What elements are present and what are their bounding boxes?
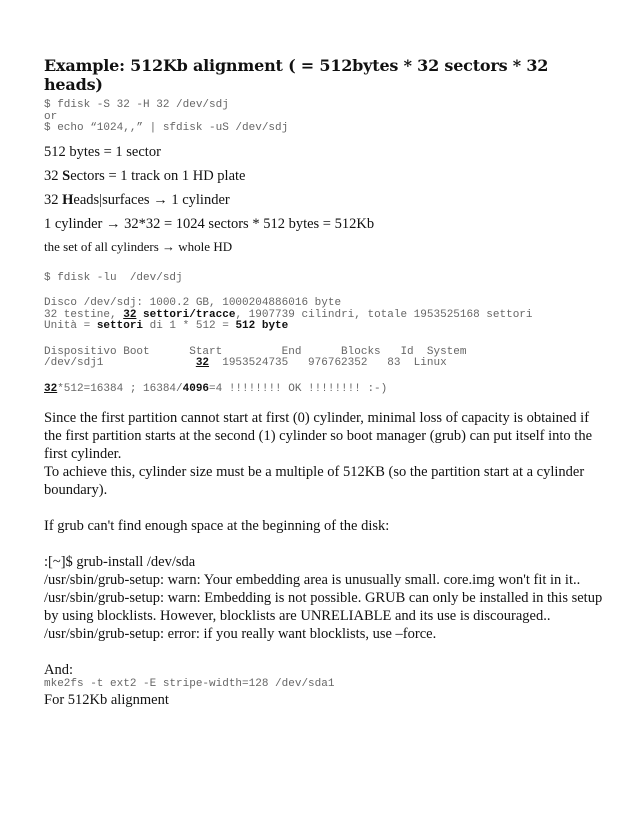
disk-info-line3: Unità = settori di 1 * 512 = 512 byte — [44, 320, 289, 332]
partition-table-row: /dev/sdj1 32 1953524735 976762352 83 Linux — [44, 357, 447, 369]
grub-intro-paragraph: If grub can't find enough space at the beginning of the disk: — [44, 518, 390, 534]
partition-table-header: Dispositivo Boot Start End Blocks Id System — [44, 345, 467, 358]
alignment-calculation: 32*512=16384 ; 16384/4096=4 !!!!!!!! OK !!!!!!!! :-) — [44, 382, 388, 395]
grub-install-command: :[~]$ grub-install /dev/sda — [44, 554, 196, 570]
command-fdisk-chs: $ fdisk -S 32 -H 32 /dev/sdj — [44, 99, 229, 111]
or-separator: or — [44, 110, 58, 123]
fact-heads-cylinder: 32 Heads|surfaces → 1 cylinder — [44, 191, 230, 208]
fact-whole-hd: the set of all cylinders → whole HD — [44, 238, 233, 254]
fact-sector: 512 bytes = 1 sector — [44, 143, 161, 160]
command-mke2fs: mke2fs -t ext2 -E stripe-width=128 /dev/sda1 — [44, 678, 335, 690]
cylinder-size-paragraph: To achieve this, cylinder size must be a multiple of 512KB (so the partition start at a cylinder boundary). — [44, 464, 585, 498]
fact-sectors-track: 32 Sectors = 1 track on 1 HD plate — [44, 167, 246, 184]
grub-warning-1: /usr/sbin/grub-setup: warn: Your embedding area is unusually small. core.img won't fit in it.. — [44, 572, 581, 588]
page-title: Example: 512Kb alignment ( = 512bytes * 32 sectors * 32 heads) — [44, 56, 549, 94]
document-page — [44, 56, 604, 709]
command-sfdisk: $ echo “1024,,” | sfdisk -uS /dev/sdj — [44, 122, 289, 134]
command-fdisk-list: $ fdisk -lu /dev/sdj — [44, 271, 183, 284]
disk-info-line2: 32 testine, 32 settori/tracce, 1907739 cilindri, totale 1953525168 settori — [44, 308, 533, 321]
disk-info-line1: Disco /dev/sdj: 1000.2 GB, 1000204886016 byte — [44, 297, 342, 309]
final-note: For 512Kb alignment — [44, 691, 169, 708]
grub-error: /usr/sbin/grub-setup: error: if you really want blocklists, use –force. — [44, 626, 437, 642]
and-label: And: — [44, 662, 73, 678]
explanation-paragraph: Since the first partition cannot start at first (0) cylinder, minimal loss of capacity is obtained if the first partition starts at the second (1) cylinder so boot manager (grub) can put itself into the first cylinder. — [44, 410, 593, 462]
grub-warning-2: /usr/sbin/grub-setup: warn: Embedding is not possible. GRUB can only be installed in this setup by using blocklists. However, blocklists are UNRELIABLE and its use is discouraged.. — [44, 590, 603, 624]
fact-cylinder-size: 1 cylinder → 32*32 = 1024 sectors * 512 bytes = 512Kb — [44, 215, 375, 232]
